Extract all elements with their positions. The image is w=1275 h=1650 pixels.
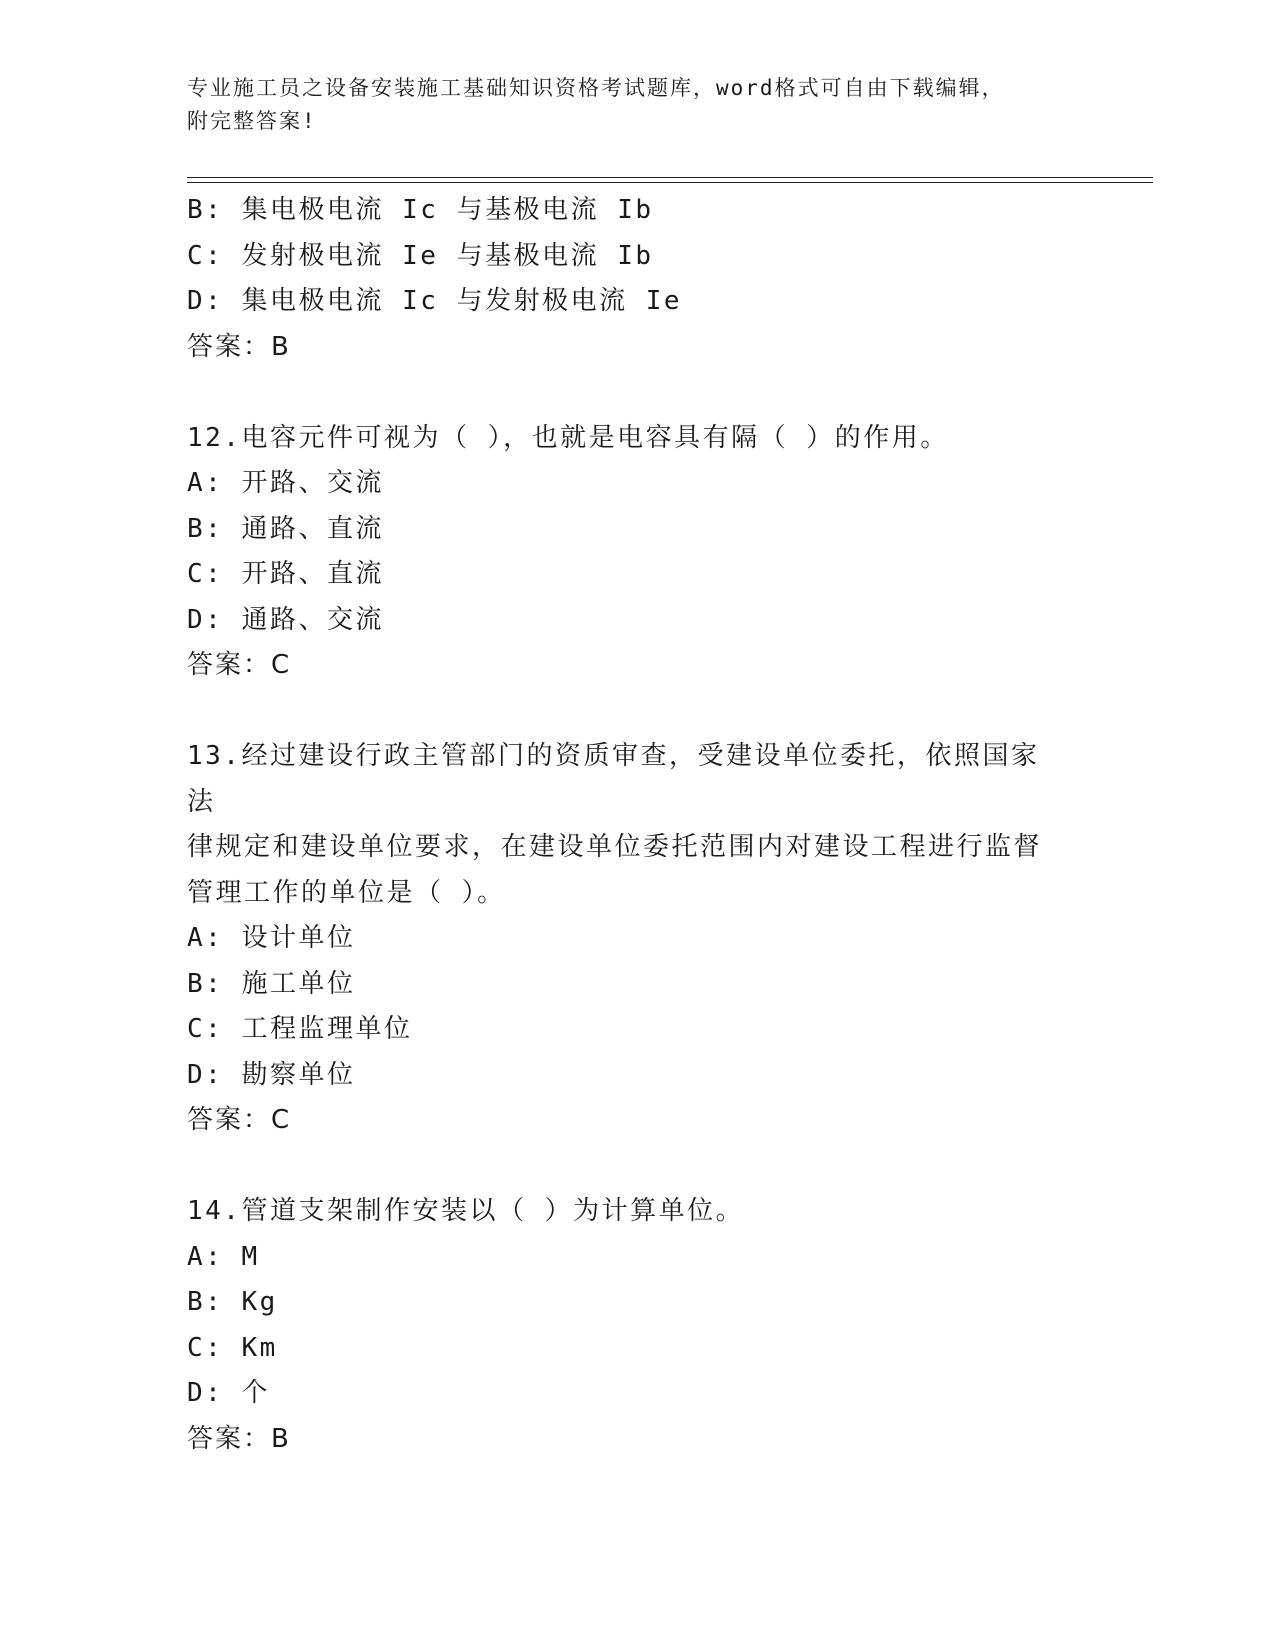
answer-line: 答案：C [187,650,292,680]
page-header [187,72,1067,138]
option-c: C: 开路、直流 [187,559,384,589]
header-divider-top [187,177,1153,178]
answer-line: 答案：B [187,331,291,362]
option-d: D: 勘察单位 [187,1059,356,1090]
header-divider-bottom [187,182,1153,183]
question-text-line-2: 律规定和建设单位要求，在建设单位委托范围内对建设工程进行监督 [187,832,1043,862]
option-a: A: 设计单位 [187,923,356,953]
option-b: B: 集电极电流 Ic 与基极电流 Ib [187,195,654,225]
option-c: C: 工程监理单位 [187,1014,413,1044]
option-d: D: 个 [187,1378,270,1408]
option-d: D: 通路、交流 [187,604,384,635]
question-13 [187,734,1087,1144]
option-b: B: 通路、直流 [187,513,384,544]
question-text-line-3: 管理工作的单位是（ ）。 [187,877,506,908]
option-c: C: Km [187,1332,278,1363]
header-line-1: 专业施工员之设备安装施工基础知识资格考试题库，word格式可自由下载编辑， [187,76,1005,100]
prev-question-block [187,188,1087,370]
question-12 [187,416,1087,689]
option-d: D: 集电极电流 Ic 与发射极电流 Ie [187,286,683,316]
question-content [187,188,1087,1462]
question-text: 14.管道支架制作安装以（ ）为计算单位。 [187,1196,745,1226]
question-text: 12.电容元件可视为（ ），也就是电容具有隔（ ）的作用。 [187,422,949,453]
question-14 [187,1189,1087,1462]
header-line-2: 附完整答案! [187,109,317,133]
option-c: C: 发射极电流 Ie 与基极电流 Ib [187,240,654,271]
question-text-line-1: 13.经过建设行政主管部门的资质审查，受建设单位委托，依照国家法 [187,741,1040,817]
spacer [187,370,1087,416]
option-a: A: 开路、交流 [187,468,384,498]
answer-line: 答案：B [187,1423,291,1454]
spacer [187,689,1087,735]
option-a: A: M [187,1241,260,1272]
answer-line: 答案：C [187,1105,292,1135]
option-b: B: Kg [187,1287,278,1317]
option-b: B: 施工单位 [187,968,356,999]
spacer [187,1144,1087,1190]
